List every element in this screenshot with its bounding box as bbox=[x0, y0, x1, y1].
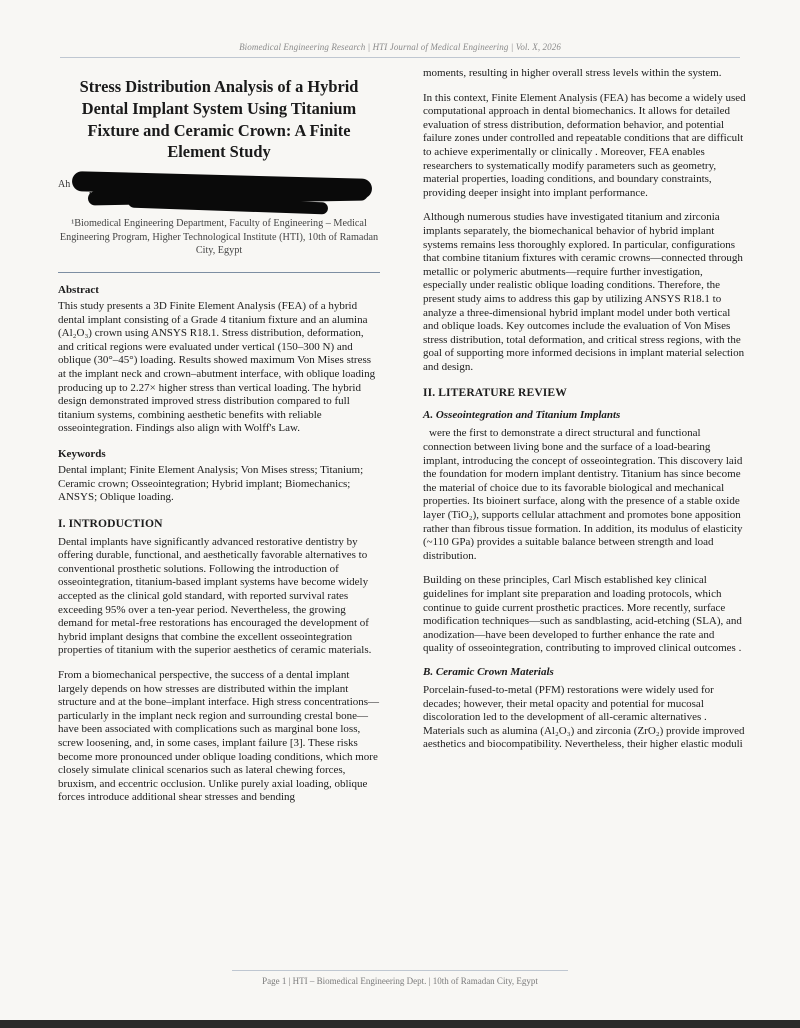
left-column bbox=[58, 60, 380, 805]
footer-rule bbox=[232, 970, 568, 971]
keywords-text: Dental implant; Finite Element Analysis; Von Mises stress; Titanium; Ceramic crown; Osseointegration; Hybrid implant; Biomechanics; ANSYS; Oblique loading. bbox=[58, 463, 364, 504]
authors bbox=[58, 177, 380, 213]
paper-title: Stress Distribution Analysis of a Hybrid Dental Implant System Using Titanium Fixture and Ceramic Crown: A Finite Element Study bbox=[79, 77, 359, 162]
literature-paragraph-b1: Porcelain-fused-to-metal (PFM) restorations were widely used for decades; however, their metal opacity and potential for mucosal discoloration led to the development of all-ceramic alternatives . Materials such as alumina (Al₂O₃) and zirconia (ZrO₂) provide improved aesthetics and biocompatibility. Nevertheless, their higher elastic moduli bbox=[423, 683, 745, 751]
section-divider bbox=[58, 272, 380, 273]
keywords-heading: Keywords bbox=[58, 447, 106, 460]
literature-paragraph-a1: were the first to demonstrate a direct structural and functional connection between living bone and the surface of a load-bearing implant, introducing the concept of osseointegration. This discovery laid the foundation for modern implant dentistry. Titanium has since become the material of choice due to its favorable biological and mechanical properties. Its bioinert surface, along with the presence of a stable oxide layer (TiO₂), supports cellular attachment and promotes bone apposition rather than fibrous tissue formation. In addition, its modulus of elasticity (~110 GPa) provides a suitable balance between strength and load distribution. bbox=[423, 427, 743, 562]
running-head: Biomedical Engineering Research | HTI Journal of Medical Engineering | Vol. X, 2026 bbox=[239, 42, 561, 52]
abstract-text: This study presents a 3D Finite Element Analysis (FEA) of a hybrid dental implant consisting of a Grade 4 titanium fixture and an alumina (Al₂O₃) crown using ANSYS R18.1. Stress distribution, deformation, and critical regions were evaluated under vertical (150–300 N) and oblique (30°–45°) loading. Results showed maximum Von Mises stress at the implant neck and crown–abutment interface, with oblique loading producing up to 2.27× higher stress than vertical loading. The hybrid design demonstrated improved stress distribution compared to full titanium systems, combining aesthetic benefits with reliable osseointegration. Findings also align with Wolff's Law. bbox=[58, 299, 376, 435]
introduction-paragraph-2: From a biomechanical perspective, the success of a dental implant largely depends on how stresses are distributed within the implant structure and at the bone–implant interface. High stress concentrations—particularly in the implant neck region and surrounding crestal bone—have been associated with complications such as marginal bone loss, screw loosening, and, in some cases, implant failure [3]. These risks become more pronounced under oblique loading conditions, which more closely simulate clinical scenarios such as lateral chewing forces, bruxism, and eccentric occlusion. Unlike purely axial loading, oblique forces introduce additional shear stresses and bending bbox=[58, 669, 380, 804]
subsection-a-heading: A. Osseointegration and Titanium Implants bbox=[423, 409, 621, 422]
introduction-paragraph-3: In this context, Finite Element Analysis (FEA) has become a widely used computational approach in dental biomechanics. It allows for detailed evaluation of stress distribution, deformation behavior, and potential failure zones under controlled and repeatable conditions that are difficult to achieve experimentally or clinically . Moreover, FEA enables researchers to systematically modify parameters such as geometry, material properties, loading conditions, and boundary constraints, providing deeper insight into implant performance. bbox=[423, 91, 746, 199]
subsection-b-heading: B. Ceramic Crown Materials bbox=[423, 665, 554, 678]
page-footer: Page 1 | HTI – Biomedical Engineering Dept. | 10th of Ramadan City, Egypt bbox=[262, 976, 538, 986]
right-column bbox=[423, 60, 747, 752]
literature-review-heading: II. LITERATURE REVIEW bbox=[423, 386, 567, 400]
running-head-rule bbox=[60, 57, 740, 58]
bottom-edge bbox=[0, 1020, 800, 1028]
title-block bbox=[58, 60, 380, 163]
author-line-1: Ah bbox=[58, 179, 71, 191]
literature-paragraph-a2: Building on these principles, Carl Misch established key clinical guidelines for implant site preparation and loading protocols, which continue to guide current prosthetic practices. More recently, surface modification techniques—such as sandblasting, acid-etching (SLA), and anodization—have been developed to further enhance the rate and quality of osseointegration, contributing to improved clinical outcomes . bbox=[423, 574, 742, 655]
introduction-paragraph-1: Dental implants have significantly advanced restorative dentistry by offering durable, functional, and aesthetically favorable alternatives to conventional prosthetic solutions. Following the introduction of osseointegration, titanium-based implant systems have become widely accepted as the clinical gold standard, with reported survival rates exceeding 95% over a ten-year period. Nevertheless, the growing demand for metal-free restorations has encouraged the development of hybrid implant designs that combine the excellent osseointegration properties of titanium with the superior aesthetics of ceramic materials. bbox=[58, 535, 372, 657]
affiliation: ¹Biomedical Engineering Department, Faculty of Engineering – Medical Engineering Program, Higher Technological Institute (HTI), 10th of Ramadan City, Egypt bbox=[59, 218, 379, 257]
introduction-paragraph-4: Although numerous studies have investigated titanium and zirconia implants separately, the biomechanical behavior of hybrid implant systems remains less thoroughly explored. In particular, configurations that combine titanium fixtures with ceramic crowns—connected through metallic or polymeric abutments—require further investigation, especially under realistic oblique loading conditions. Therefore, the present study aims to address this gap by utilizing ANSYS R18.1 to analyze a three-dimensional hybrid implant model under both vertical and oblique loads. Key outcomes include the evaluation of Von Mises stress distribution, total deformation, and critical stress regions, with the goal of supporting more informed decisions in implant material selection and design. bbox=[423, 211, 745, 373]
introduction-paragraph-2-continued: moments, resulting in higher overall stress levels within the system. bbox=[423, 67, 722, 79]
abstract-heading: Abstract bbox=[58, 283, 99, 296]
introduction-heading: I. INTRODUCTION bbox=[58, 516, 163, 530]
